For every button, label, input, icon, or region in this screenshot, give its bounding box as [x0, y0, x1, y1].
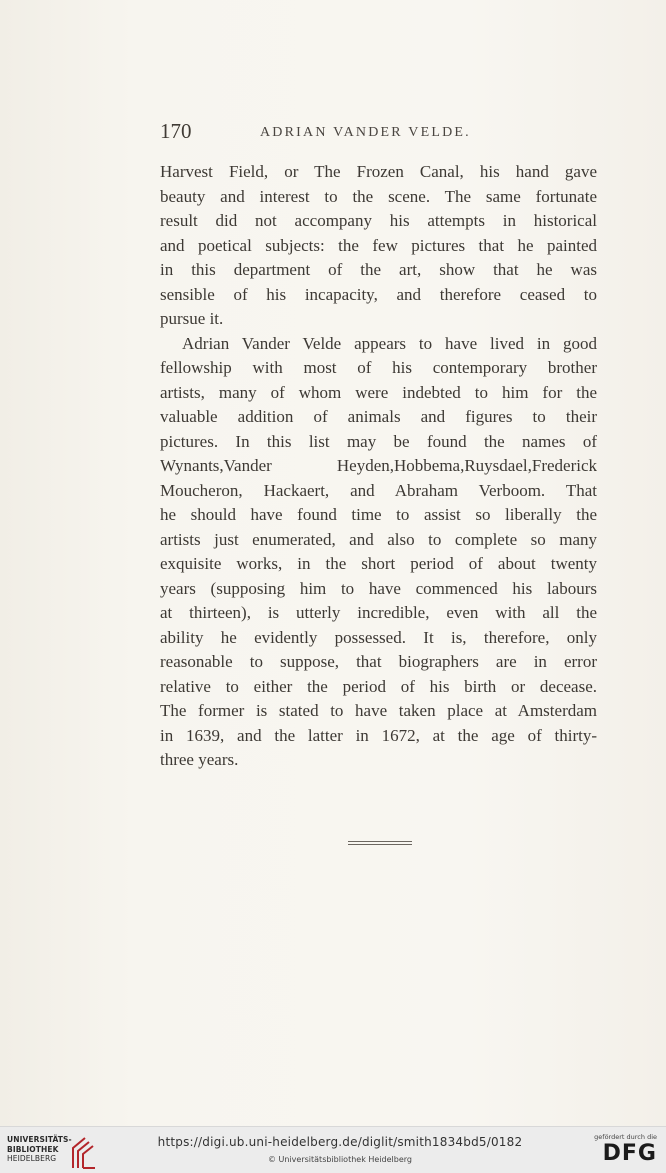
running-title: ADRIAN VANDER VELDE.	[260, 125, 471, 140]
body-text	[160, 160, 597, 773]
text-line: years (supposing him to have commenced his labours	[160, 578, 597, 598]
text-line: and poetical subjects: the few pictures that he painted	[160, 235, 597, 255]
library-emblem-icon	[69, 1134, 97, 1170]
page-number: 170	[160, 119, 192, 143]
text-line: beauty and interest to the scene. The same fortunate	[160, 186, 597, 206]
text-line: reasonable to suppose, that biographers are in error	[160, 652, 597, 671]
text-line: he should have found time to assist so liberally the	[160, 505, 597, 524]
text-line: at thirteen), is utterly incredible, even with all the	[160, 603, 597, 622]
text-line: The former is stated to have taken place at Amsterdam	[160, 701, 597, 720]
viewer-footer	[0, 1126, 666, 1173]
text-line: exquisite works, in the short period of about twenty	[160, 554, 597, 573]
copyright-notice: © Universitätsbibliothek Heidelberg	[267, 1155, 412, 1164]
library-name-line: BIBLIOTHEK	[7, 1144, 59, 1154]
dfg-logo: DFG	[602, 1141, 657, 1166]
footer-center	[110, 1135, 570, 1164]
permalink-url[interactable]: https://digi.ub.uni-heidelberg.de/diglit/smith1834bd5/0182	[157, 1135, 523, 1149]
text-line: in this department of the art, show that he was	[160, 260, 597, 279]
text-line: sensible of his incapacity, and therefore ceased to	[160, 284, 597, 304]
text-line: pictures. In this list may be found the names of	[160, 431, 597, 451]
divider-line	[348, 844, 412, 845]
text-line: in 1639, and the latter in 1672, at the age of thirty-	[160, 725, 597, 745]
text-line: Moucheron, Hackaert, and Abraham Verboom. That	[160, 480, 597, 500]
text-line: fellowship with most of his contemporary brother	[160, 358, 597, 377]
text-line: artists, many of whom were indebted to him for the	[160, 382, 597, 402]
text-line: ability he evidently possessed. It is, therefore, only	[160, 627, 597, 647]
funding-note: gefördert durch die	[594, 1133, 657, 1141]
divider-line	[348, 841, 412, 842]
library-name	[7, 1135, 72, 1164]
text-line: artists just enumerated, and also to complete so many	[160, 529, 597, 549]
section-divider-rule	[348, 841, 412, 846]
text-line: Wynants,Vander Heyden,Hobbema,Ruysdael,Frederick	[160, 456, 597, 475]
text-line: result did not accompany his attempts in historical	[160, 211, 597, 230]
library-name-line: UNIVERSITÄTS-	[7, 1135, 72, 1144]
running-head	[160, 119, 597, 145]
text-line: relative to either the period of his birth or decease.	[160, 676, 597, 696]
text-line: Harvest Field, or The Frozen Canal, his hand gave	[160, 162, 597, 181]
library-logo[interactable]	[7, 1134, 97, 1170]
paragraph-start-line: Adrian Vander Velde appears to have lived in good	[182, 333, 597, 353]
library-name-line: HEIDELBERG	[7, 1154, 57, 1163]
text-line: pursue it.	[160, 309, 224, 328]
funder-block[interactable]	[585, 1133, 657, 1169]
text-line: valuable addition of animals and figures to their	[160, 407, 597, 426]
text-line: three years.	[160, 750, 239, 769]
